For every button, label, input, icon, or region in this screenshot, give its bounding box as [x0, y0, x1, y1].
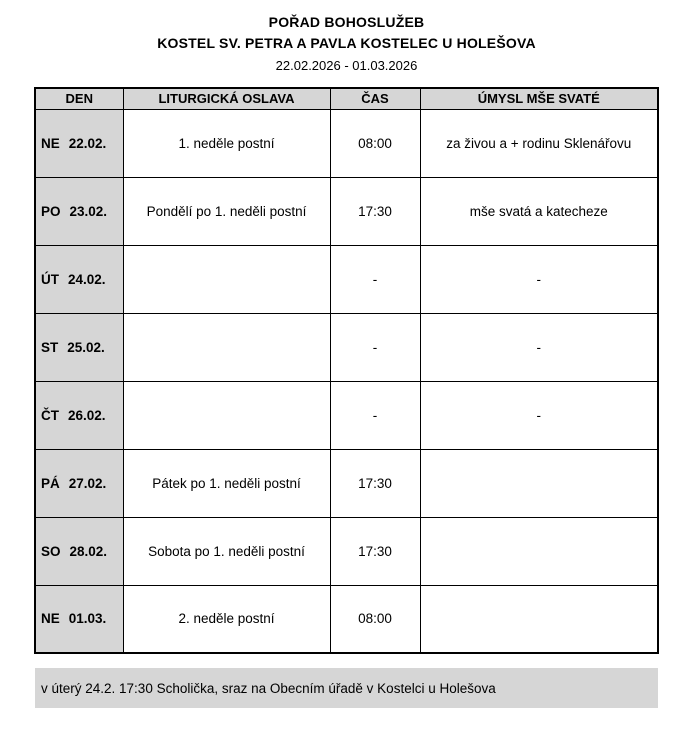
- table-row: [35, 109, 658, 177]
- time-cell: -: [330, 381, 420, 449]
- document-title: POŘAD BOHOSLUŽEB: [268, 14, 425, 30]
- day-abbr: PO: [41, 203, 61, 219]
- time-cell: -: [330, 245, 420, 313]
- feast-cell: [123, 245, 330, 313]
- day-date: 25.02.: [67, 339, 105, 355]
- time-cell: 17:30: [330, 177, 420, 245]
- day-date: 26.02.: [68, 407, 106, 423]
- table-row: [35, 313, 658, 381]
- day-abbr: NE: [41, 611, 60, 627]
- intention-cell: -: [420, 245, 658, 313]
- header-cell-time: ČAS: [330, 88, 420, 109]
- day-abbr: ST: [41, 339, 59, 355]
- feast-cell: Pondělí po 1. neděli postní: [123, 177, 330, 245]
- day-cell: [35, 177, 123, 245]
- header-cell-intention: ÚMYSL MŠE SVATÉ: [420, 88, 658, 109]
- day-cell: [35, 109, 123, 177]
- header-cell-den: DEN: [35, 88, 123, 109]
- table-row: [35, 449, 658, 517]
- document-header: [0, 0, 693, 73]
- table-row: [35, 245, 658, 313]
- day-abbr: ÚT: [41, 271, 59, 287]
- day-cell: [35, 313, 123, 381]
- feast-cell: [123, 313, 330, 381]
- day-cell: [35, 585, 123, 653]
- day-abbr: ČT: [41, 407, 59, 423]
- intention-cell: [420, 449, 658, 517]
- intention-cell: za živou a + rodinu Sklenářovu: [420, 109, 658, 177]
- day-date: 28.02.: [69, 543, 108, 559]
- intention-cell: mše svatá a katecheze: [420, 177, 658, 245]
- day-abbr: NE: [41, 135, 60, 151]
- day-abbr: SO: [41, 543, 61, 559]
- intention-cell: -: [420, 313, 658, 381]
- day-cell: [35, 517, 123, 585]
- day-date: 23.02.: [69, 203, 108, 219]
- date-range: 22.02.2026 - 01.03.2026: [275, 58, 418, 73]
- intention-cell: [420, 517, 658, 585]
- time-cell: 17:30: [330, 449, 420, 517]
- day-date: 24.02.: [68, 271, 106, 287]
- intention-cell: -: [420, 381, 658, 449]
- day-abbr: PÁ: [41, 475, 60, 491]
- feast-cell: 2. neděle postní: [123, 585, 330, 653]
- table-row: [35, 517, 658, 585]
- time-cell: -: [330, 313, 420, 381]
- table-row: [35, 381, 658, 449]
- day-cell: [35, 245, 123, 313]
- day-date: 22.02.: [68, 135, 107, 151]
- day-cell: [35, 381, 123, 449]
- table-row: [35, 585, 658, 653]
- feast-cell: 1. neděle postní: [123, 109, 330, 177]
- table-header-row: [35, 88, 658, 109]
- time-cell: 17:30: [330, 517, 420, 585]
- church-name: KOSTEL SV. PETRA A PAVLA KOSTELEC U HOLEŠOVA: [157, 35, 536, 51]
- schedule-table: [34, 87, 659, 654]
- table-row: [35, 177, 658, 245]
- day-cell: [35, 449, 123, 517]
- day-date: 27.02.: [68, 475, 107, 491]
- time-cell: 08:00: [330, 109, 420, 177]
- footer-note: v úterý 24.2. 17:30 Scholička, sraz na Obecním úřadě v Kostelci u Holešova: [35, 668, 658, 708]
- feast-cell: [123, 381, 330, 449]
- feast-cell: Pátek po 1. neděli postní: [123, 449, 330, 517]
- feast-cell: Sobota po 1. neděli postní: [123, 517, 330, 585]
- day-date: 01.03.: [68, 611, 107, 627]
- header-cell-feast: LITURGICKÁ OSLAVA: [123, 88, 330, 109]
- time-cell: 08:00: [330, 585, 420, 653]
- intention-cell: [420, 585, 658, 653]
